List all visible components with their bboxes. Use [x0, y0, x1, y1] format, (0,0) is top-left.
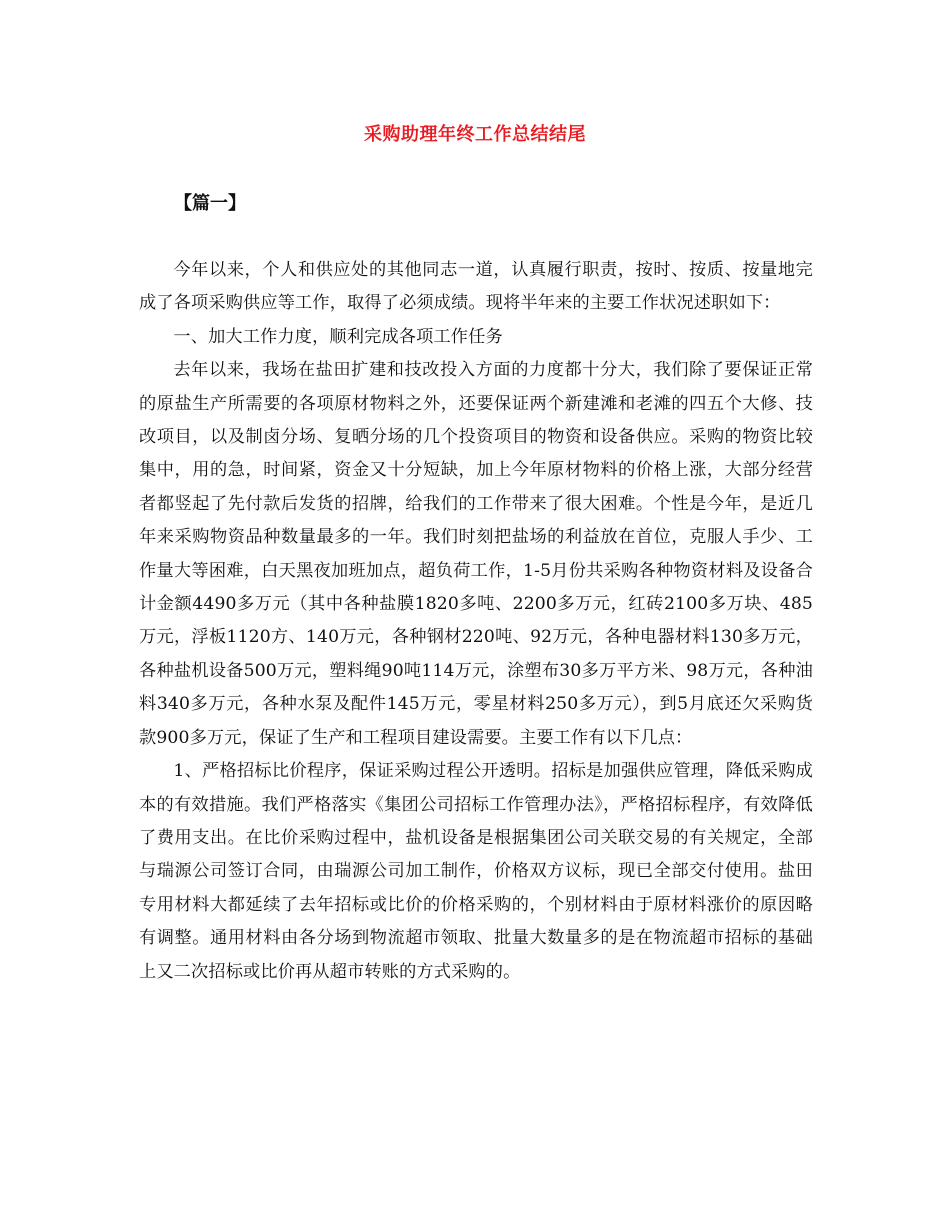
paragraph-heading-1: 一、加大工作力度，顺利完成各项工作任务 [173, 326, 503, 347]
paragraph-procurement-summary: 去年以来，我场在盐田扩建和技改投入方面的力度都十分大，我们除了要保证正常的原盐生产所需要的各项原材物料之外，还要保证两个新建滩和老滩的四五个大修、技改项目，以及制卤分场、复晒分场的几个投资项目的物资和设备供应。采购的物资比较集中，用的急，时间紧，资金又十分短缺，加上今年原材物料的价格上涨，大部分经营者都竖起了先付款后发货的招牌，给我们的工作带来了很大困难。个性是今年，是近几年来采购物资品种数量最多的一年。我们时刻把盐场的利益放在首位，克服人手少、工作量大等困难，白天黑夜加班加点，超负荷工作，1-5月份共采购各种物资材料及设备合计金额4490多万元（其中各种盐膜1820多吨、2200多万元，红砖2100多万块、485万元，浮板1120方、140万元，各种钢材220吨、92万元，各种电器材料130多万元，各种盐机设备500万元，塑料绳90吨114万元，涂塑布30多万平方米、98万元，各种油料340多万元，各种水泵及配件145万元，零星材料250多万元），到5月底还欠采购货款900多万元，保证了生产和工程项目建设需要。主要工作有以下几点： [139, 360, 813, 748]
paragraph-bidding: 1、严格招标比价程序，保证采购过程公开透明。招标是加强供应管理，降低采购成本的有效措施。我们严格落实《集团公司招标工作管理办法》，严格招标程序，有效降低了费用支出。在比价采购过程中，盐机设备是根据集团公司关联交易的有关规定，全部与瑞源公司签订合同，由瑞源公司加工制作，价格双方议标，现已全部交付使用。盐田专用材料大都延续了去年招标或比价的价格采购的，个别材料由于原材料涨价的原因略有调整。通用材料由各分场到物流超市领取、批量大数量多的是在物流超市招标的基础上又二次招标或比价再从超市转账的方式采购的。 [139, 761, 813, 982]
document-title: 采购助理年终工作总结结尾 [364, 124, 586, 145]
paragraph-intro: 今年以来，个人和供应处的其他同志一道，认真履行职责，按时、按质、按量地完成了各项采购供应等工作，取得了必须成绩。现将半年来的主要工作状况述职如下： [139, 260, 813, 314]
document-body [139, 254, 813, 989]
section-label: 【篇一】 [174, 193, 246, 214]
